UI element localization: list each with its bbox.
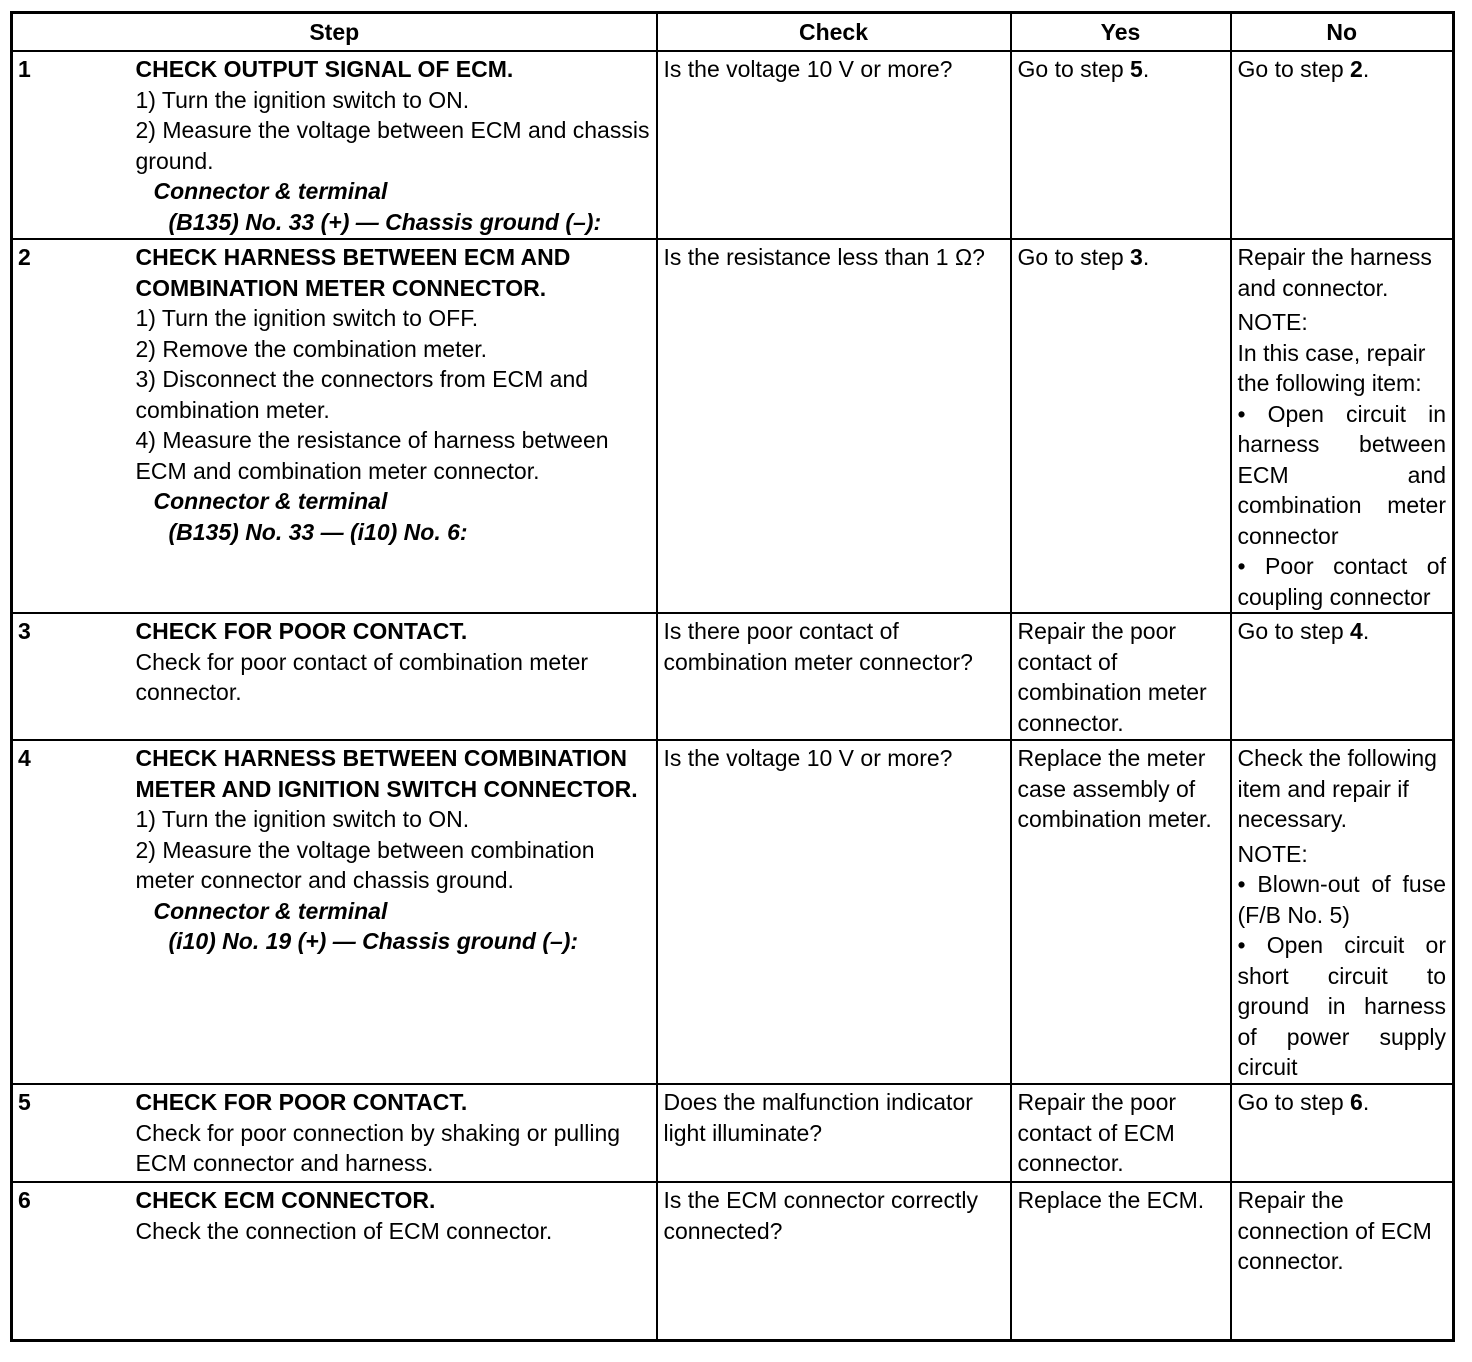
no-cell: Repair the connection of ECM connector.: [1231, 1182, 1454, 1340]
connector-label: Connector & terminal: [153, 897, 388, 924]
step-title: CHECK ECM CONNECTOR.: [135, 1187, 436, 1213]
header-row: [12, 13, 1454, 52]
note-label: NOTE:: [1237, 309, 1308, 335]
connector-label: Connector & terminal: [153, 488, 388, 514]
no-cell: Go to step 2.: [1231, 51, 1454, 239]
note-label: NOTE:: [1237, 840, 1308, 867]
check-cell: Does the malfunction indicator light illuminate?: [657, 1084, 1011, 1182]
table-row: [12, 1084, 1454, 1182]
table-row: [12, 51, 1454, 239]
step-content: [136, 51, 657, 239]
step-content: [136, 1182, 657, 1340]
note-intro: In this case, repair the following item:: [1237, 339, 1426, 396]
step-desc: Check the connection of ECM connector.: [135, 1217, 553, 1244]
connector-value: (B135) No. 33 — (i10) No. 6:: [168, 518, 468, 545]
step-content: [136, 1084, 657, 1182]
connector-label: Connector & terminal: [153, 178, 388, 204]
step-ref: 6: [1350, 1089, 1363, 1115]
step-title: CHECK FOR POOR CONTACT.: [135, 1089, 468, 1115]
step-number: 4: [12, 740, 136, 1084]
yes-cell: Go to step 3.: [1011, 239, 1231, 613]
no-cell: [1231, 239, 1454, 613]
note-bullet: • Poor contact of coupling connector: [1237, 553, 1446, 610]
step-item: 1) Turn the ignition switch to ON.: [135, 806, 470, 832]
step-content: [136, 740, 657, 1084]
step-item: 2) Measure the voltage between combination meter connector and chassis ground.: [135, 836, 595, 893]
step-item: 2) Measure the voltage between ECM and chassis ground.: [135, 117, 650, 174]
step-item: 1) Turn the ignition switch to ON.: [135, 86, 470, 113]
step-title: CHECK FOR POOR CONTACT.: [135, 618, 468, 644]
step-item: 2) Remove the combination meter.: [135, 335, 488, 362]
step-number: 1: [12, 51, 136, 239]
table-row: [12, 613, 1454, 740]
connector-value: (i10) No. 19 (+) — Chassis ground (–):: [168, 928, 579, 954]
check-cell: Is there poor contact of combination meter connector?: [657, 613, 1011, 740]
step-desc: Check for poor connection by shaking or pulling ECM connector and harness.: [135, 1119, 621, 1176]
diagnostic-document: [10, 11, 1455, 1342]
table-row: [12, 1182, 1454, 1340]
check-cell: Is the voltage 10 V or more?: [657, 51, 1011, 239]
connector-value: (B135) No. 33 (+) — Chassis ground (–):: [168, 208, 602, 235]
step-desc: Check for poor contact of combination meter connector.: [135, 648, 589, 705]
no-cell: Go to step 4.: [1231, 613, 1454, 740]
yes-cell: Replace the meter case assembly of combination meter.: [1011, 740, 1231, 1084]
note-bullet: • Open circuit in harness between ECM and combination meter connector: [1237, 400, 1446, 549]
step-number: 6: [12, 1182, 136, 1340]
step-item: 3) Disconnect the connectors from ECM and combination meter.: [135, 366, 589, 423]
yes-cell: Repair the poor contact of combination meter connector.: [1011, 613, 1231, 740]
yes-cell: Replace the ECM.: [1011, 1182, 1231, 1340]
step-number: 3: [12, 613, 136, 740]
check-cell: Is the resistance less than 1 Ω?: [657, 239, 1011, 613]
yes-cell: Go to step 5.: [1011, 51, 1231, 239]
step-ref: 5: [1130, 56, 1143, 82]
step-ref: 4: [1350, 618, 1363, 644]
note-bullet: • Open circuit or short circuit to ground in harness of power supply circuit: [1237, 932, 1446, 1080]
no-action: Check the following item and repair if necessary.: [1237, 745, 1437, 832]
step-number: 2: [12, 239, 136, 613]
header-no: No: [1231, 13, 1454, 52]
step-ref: 2: [1350, 56, 1363, 82]
no-action: Repair the harness and connector.: [1237, 244, 1432, 301]
step-item: 4) Measure the resistance of harness between ECM and combination meter connector.: [135, 427, 609, 484]
header-step: Step: [12, 13, 657, 52]
table-row: [12, 740, 1454, 1084]
header-yes: Yes: [1011, 13, 1231, 52]
header-check: Check: [657, 13, 1011, 52]
check-cell: Is the voltage 10 V or more?: [657, 740, 1011, 1084]
check-cell: Is the ECM connector correctly connected?: [657, 1182, 1011, 1340]
step-title: CHECK OUTPUT SIGNAL OF ECM.: [135, 56, 514, 82]
step-content: [136, 239, 657, 613]
step-ref: 3: [1130, 244, 1143, 270]
table-row: [12, 239, 1454, 613]
note-bullet: • Blown-out of fuse (F/B No. 5): [1237, 871, 1446, 928]
no-cell: [1231, 740, 1454, 1084]
step-title: CHECK HARNESS BETWEEN COMBINATION METER AND IGNITION SWITCH CONNECTOR.: [135, 745, 638, 802]
yes-cell: Repair the poor contact of ECM connector.: [1011, 1084, 1231, 1182]
diagnostic-table: [10, 11, 1455, 1342]
step-number: 5: [12, 1084, 136, 1182]
step-item: 1) Turn the ignition switch to OFF.: [135, 305, 479, 331]
step-title: CHECK HARNESS BETWEEN ECM AND COMBINATION METER CONNECTOR.: [135, 244, 571, 301]
step-content: [136, 613, 657, 740]
no-cell: Go to step 6.: [1231, 1084, 1454, 1182]
